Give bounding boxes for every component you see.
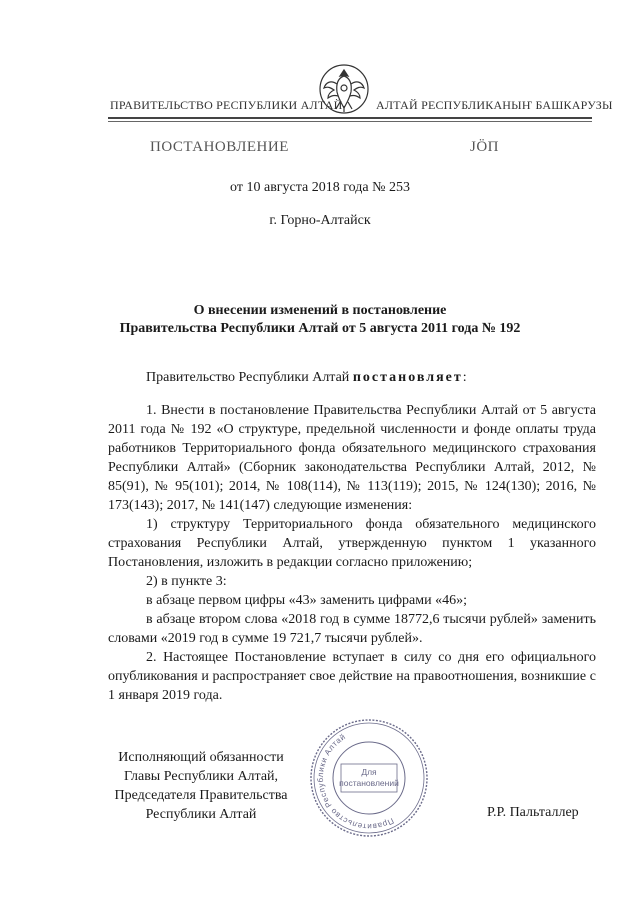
signatory-title-line: Республики Алтай [145,807,257,822]
preamble-verb: постановляет [352,370,463,385]
org-name-russian: ПРАВИТЕЛЬСТВО РЕСПУБЛИКИ АЛТАЙ [110,98,343,112]
signatory-title-line: Исполняющий обязанности [118,750,284,765]
preamble-colon: : [462,370,467,385]
doc-title-line: О внесении изменений в постановление [193,303,447,318]
body-paragraph: 1) структуру Территориального фонда обязательного медицинского страхования Республики Алтай, утвержденную пунктом 1 указанного Постановления, изложить в редакции согласно приложению; [108,517,596,570]
preamble-subject: Правительство Республики Алтай [146,370,350,385]
official-stamp [307,716,431,840]
signatory-title-line: Главы Республики Алтай, [123,769,279,784]
stamp-center-text: постановлений [339,778,399,788]
header-rule-thin [108,121,592,122]
doc-place: г. Горно-Алтайск [269,213,371,228]
signatory-title [96,748,306,824]
stamp-ring-text: Правительство Республики Алтай [315,731,396,832]
signatory-title-line: Председателя Правительства [114,788,288,803]
body-paragraph: в абзаце первом цифры «43» заменить цифрами «46»; [146,593,467,608]
signatory-name: Р.Р. Пальталлер [487,805,579,820]
stamp-center-text: Для [361,767,377,777]
doc-type-altai: ЈӦП [470,139,500,155]
doc-date-number: от 10 августа 2018 года № 253 [230,180,410,195]
doc-type-russian: ПОСТАНОВЛЕНИЕ [150,139,289,155]
body-paragraph: 2. Настоящее Постановление вступает в силу со дня его официального опубликования и распространяет свое действие на правоотношения, возникшие с 1 января 2019 года. [108,650,596,703]
doc-title-line: Правительства Республики Алтай от 5 августа 2011 года № 192 [119,321,521,336]
header-rule [108,117,592,119]
doc-title [100,302,540,338]
preamble [146,370,467,386]
body-paragraph: 2) в пункте 3: [146,574,227,589]
org-name-altai: АЛТАЙ РЕСПУБЛИКАНЫҤ БАШКАРУЗЫ [376,98,613,112]
body-paragraph: 1. Внести в постановление Правительства Республики Алтай от 5 августа 2011 года № 192 «О структуре, предельной численности и фонде оплаты труда работников Территориального фонда обязательного медицинского страхования Республики Алтай» (Сборник законодательства Республики Алтай, 2012, № 85(91), № 95(101); 2014, № 108(114), № 113(119); 2015, № 124(130); 2016, № 173(143); 2017, № 141(147) следующие изменения: [108,403,596,513]
body-paragraph: в абзаце втором слова «2018 год в сумме 18772,6 тысячи рублей» заменить словами «2019 год в сумме 19 721,7 тысячи рублей». [108,612,596,646]
doc-body [108,401,596,705]
